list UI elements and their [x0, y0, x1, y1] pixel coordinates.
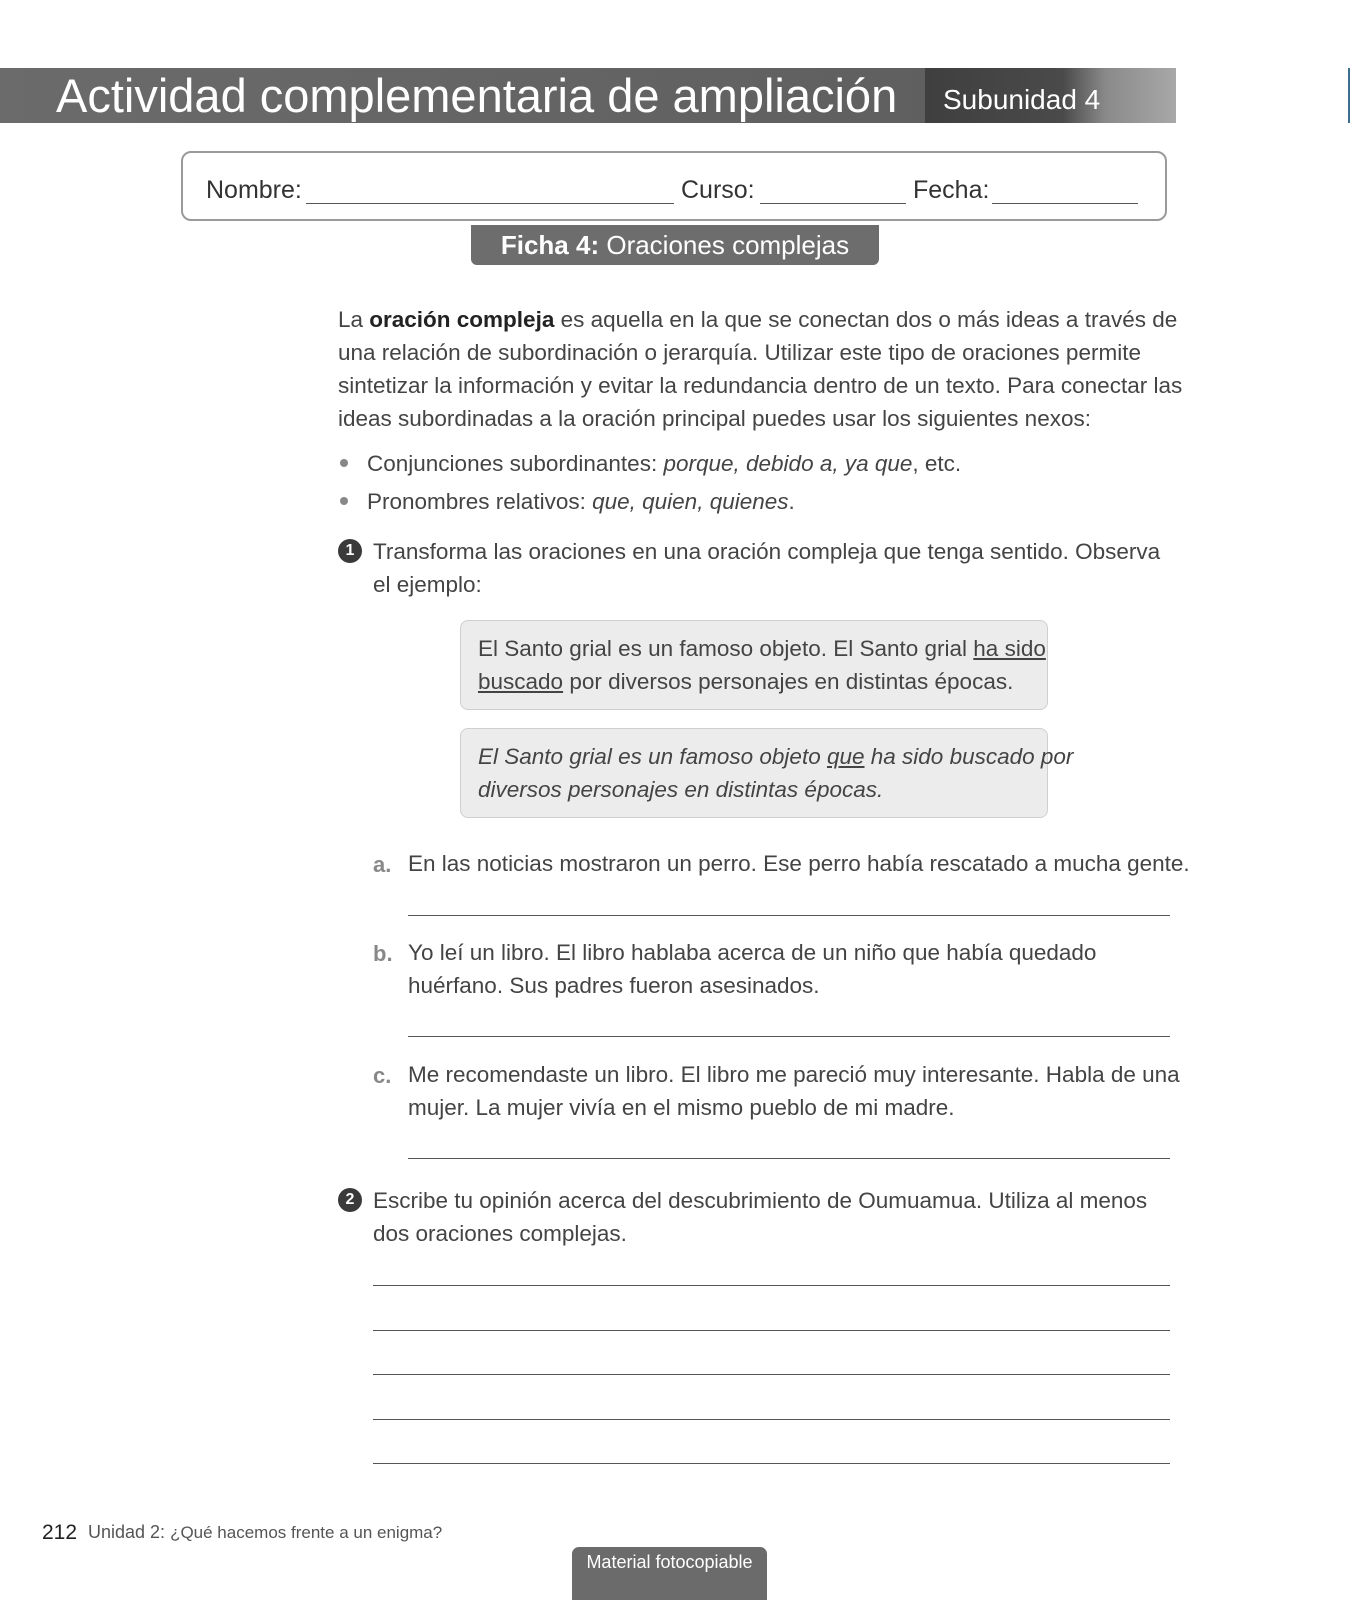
exercise-2-instruction: dos oraciones complejas. — [373, 1221, 627, 1246]
example-text: El Santo grial es un famoso objeto — [478, 744, 827, 769]
example-text: El Santo grial es un famoso objeto. El Santo grial — [478, 636, 974, 661]
worksheet-number: Ficha 4: — [500, 230, 600, 260]
example-result-line-2: diversos personajes en distintas épocas. — [478, 777, 884, 802]
material-badge: Material fotocopiable — [572, 1547, 767, 1600]
example-underline: que — [826, 744, 865, 769]
fecha-label: Fecha: — [913, 176, 990, 204]
fecha-field[interactable] — [992, 203, 1138, 204]
exercise-number-icon: 1 — [338, 539, 362, 563]
item-letter: b. — [373, 941, 393, 966]
writing-line[interactable] — [373, 1374, 1170, 1375]
bullet-label: Pronombres relativos: — [367, 489, 593, 514]
unit-title: ¿Qué hacemos frente a un enigma? — [170, 1523, 443, 1542]
exercise-1-instruction: el ejemplo: — [373, 572, 482, 597]
subunit-label: Subunidad 4 — [943, 84, 1101, 115]
item-letter: a. — [373, 852, 392, 877]
answer-line-c[interactable] — [408, 1158, 1170, 1159]
example-underline: buscado — [478, 669, 564, 694]
example-underline: ha sido — [973, 636, 1046, 661]
example-original-line-2 — [478, 665, 1013, 698]
bullet-suffix: , etc. — [912, 451, 962, 476]
unit-footer — [88, 1522, 442, 1543]
intro-line-1 — [338, 303, 1177, 336]
intro-text: La — [338, 307, 370, 332]
exercise-number-icon: 2 — [338, 1188, 362, 1212]
answer-line-b[interactable] — [408, 1036, 1170, 1037]
exercise-2-instruction: Escribe tu opinión acerca del descubrimiento de Oumuamua. Utiliza al menos — [373, 1188, 1148, 1213]
bullet-icon — [340, 459, 348, 467]
student-info-box — [181, 151, 1167, 221]
example-text: ha sido buscado por — [864, 744, 1074, 769]
item-b-text: huérfano. Sus padres fueron asesinados. — [408, 973, 820, 998]
key-term: oración compleja — [369, 307, 555, 332]
nombre-label: Nombre: — [206, 176, 302, 204]
writing-line[interactable] — [373, 1419, 1170, 1420]
item-a-text: En las noticias mostraron un perro. Ese perro había rescatado a mucha gente. — [408, 851, 1190, 876]
unit-label: Unidad 2: — [88, 1522, 171, 1542]
item-c-text: Me recomendaste un libro. El libro me pareció muy interesante. Habla de una — [408, 1062, 1180, 1087]
writing-line[interactable] — [373, 1285, 1170, 1286]
bullet-item — [367, 447, 961, 480]
bullet-icon — [340, 497, 348, 505]
example-text: por diversos personajes en distintas épocas. — [563, 669, 1014, 694]
answer-line-a[interactable] — [408, 915, 1170, 916]
example-result-line-1 — [478, 740, 1073, 773]
bullet-label: Conjunciones subordinantes: — [367, 451, 664, 476]
item-c-text: mujer. La mujer vivía en el mismo pueblo de mi madre. — [408, 1095, 955, 1120]
intro-text: es aquella en la que se conectan dos o más ideas a través de — [554, 307, 1178, 332]
bullet-suffix: . — [788, 489, 795, 514]
curso-label: Curso: — [681, 176, 755, 204]
item-b-text: Yo leí un libro. El libro hablaba acerca de un niño que había quedado — [408, 940, 1097, 965]
page-number: 212 — [42, 1521, 78, 1544]
example-original-line-1 — [478, 632, 1046, 665]
writing-line[interactable] — [373, 1330, 1170, 1331]
intro-line-3: sintetizar la información y evitar la redundancia dentro de un texto. Para conectar las — [338, 373, 1183, 398]
bullet-examples: que, quien, quienes — [592, 489, 789, 514]
worksheet-title-tab — [471, 225, 879, 265]
intro-line-4: ideas subordinadas a la oración principal puedes usar los siguientes nexos: — [338, 406, 1091, 431]
bullet-examples: porque, debido a, ya que — [663, 451, 913, 476]
nombre-field[interactable] — [306, 203, 674, 204]
curso-field[interactable] — [760, 203, 906, 204]
bullet-item — [367, 485, 795, 518]
writing-line[interactable] — [373, 1463, 1170, 1464]
worksheet-title: Oraciones complejas — [606, 230, 850, 260]
exercise-1-instruction: Transforma las oraciones en una oración compleja que tenga sentido. Observa — [373, 539, 1161, 564]
page-title: Actividad complementaria de ampliación — [56, 69, 898, 122]
intro-line-2: una relación de subordinación o jerarquía. Utilizar este tipo de oraciones permite — [338, 340, 1141, 365]
item-letter: c. — [373, 1063, 392, 1088]
